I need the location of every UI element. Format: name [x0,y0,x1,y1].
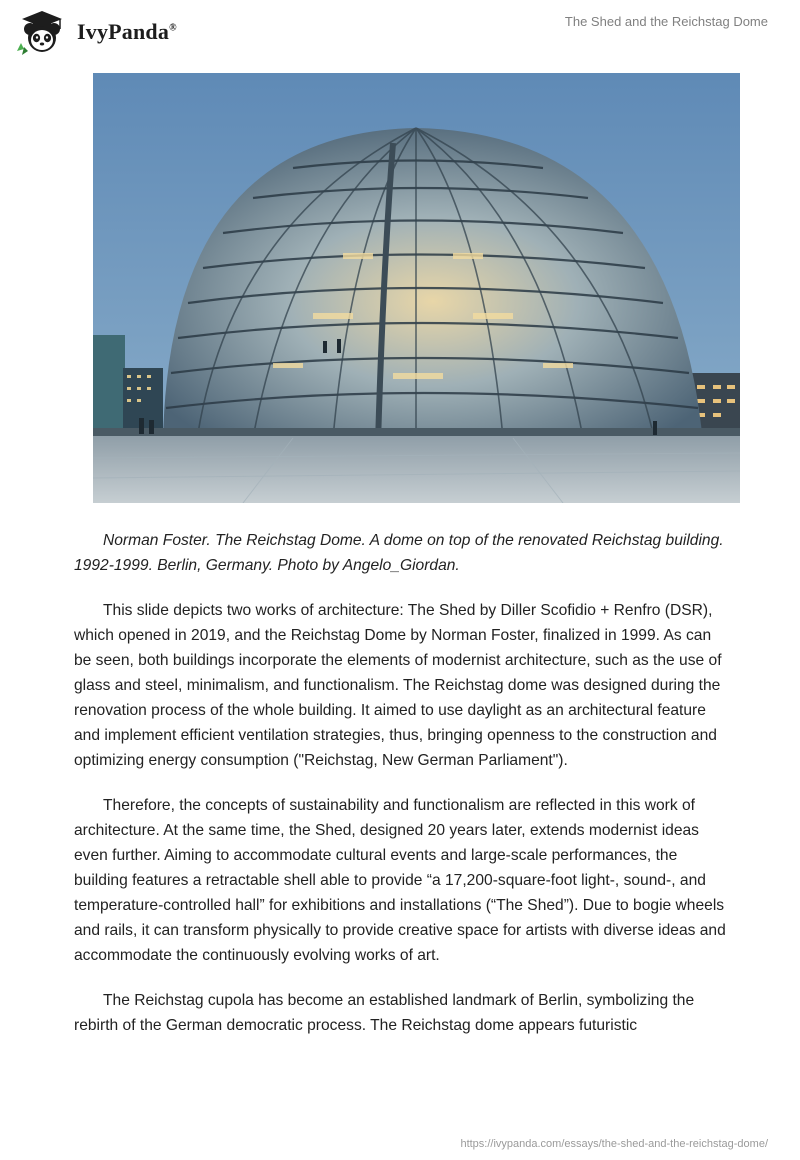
ivypanda-logo[interactable] [16,9,186,55]
paragraph-1: This slide depicts two works of architecture: The Shed by Diller Scofidio + Renfro (DSR), which opened in 2019, and the Reichstag Dome by Norman Foster, finalized in 1999. As can be seen, both buildings incorporate the elements of modernist architecture, such as the use of glass and steel, minimalism, and functionalism. The Reichstag dome was designed during the renovation process of the whole building. It aimed to use daylight as an architectural feature and implement efficient ventilation strategies, thus, bringing openness to the construction and optimizing energy consumption ("Reichstag, New German Parliament"). [74,602,722,769]
brand-name: IvyPanda® [77,19,177,44]
document-title: The Shed and the Reichstag Dome [564,14,768,29]
paragraph-3: The Reichstag cupola has become an established landmark of Berlin, symbolizing the rebirth of the German democratic process. The Reichstag dome appears futuristic [74,992,695,1034]
source-url[interactable]: https://ivypanda.com/essays/the-shed-and-the-reichstag-dome/ [460,1138,768,1150]
figure-caption: Norman Foster. The Reichstag Dome. A dome on top of the renovated Reichstag building. 1992-1999. Berlin, Germany. Photo by Angelo_Giordan. [74,532,724,574]
reichstag-dome-photo [93,73,740,503]
paragraph-2: Therefore, the concepts of sustainability and functionalism are reflected in this work of architecture. At the same time, the Shed, designed 20 years later, extends modernist ideas even further. Aiming to accommodate cultural events and large-scale performances, the building features a retractable shell able to provide “a 17,200-square-foot light-, sound-, and temperature-controlled hall” for exhibitions and installations (“The Shed”). Due to bogie wheels and rails, it can transform physically to provide creative space for artists with diverse ideas and accommodate the continuously evolving works of art. [74,797,726,964]
dome-illustration [93,73,740,503]
page-header [0,0,800,60]
article-content [74,528,726,1058]
panda-graduate-icon [16,9,74,55]
